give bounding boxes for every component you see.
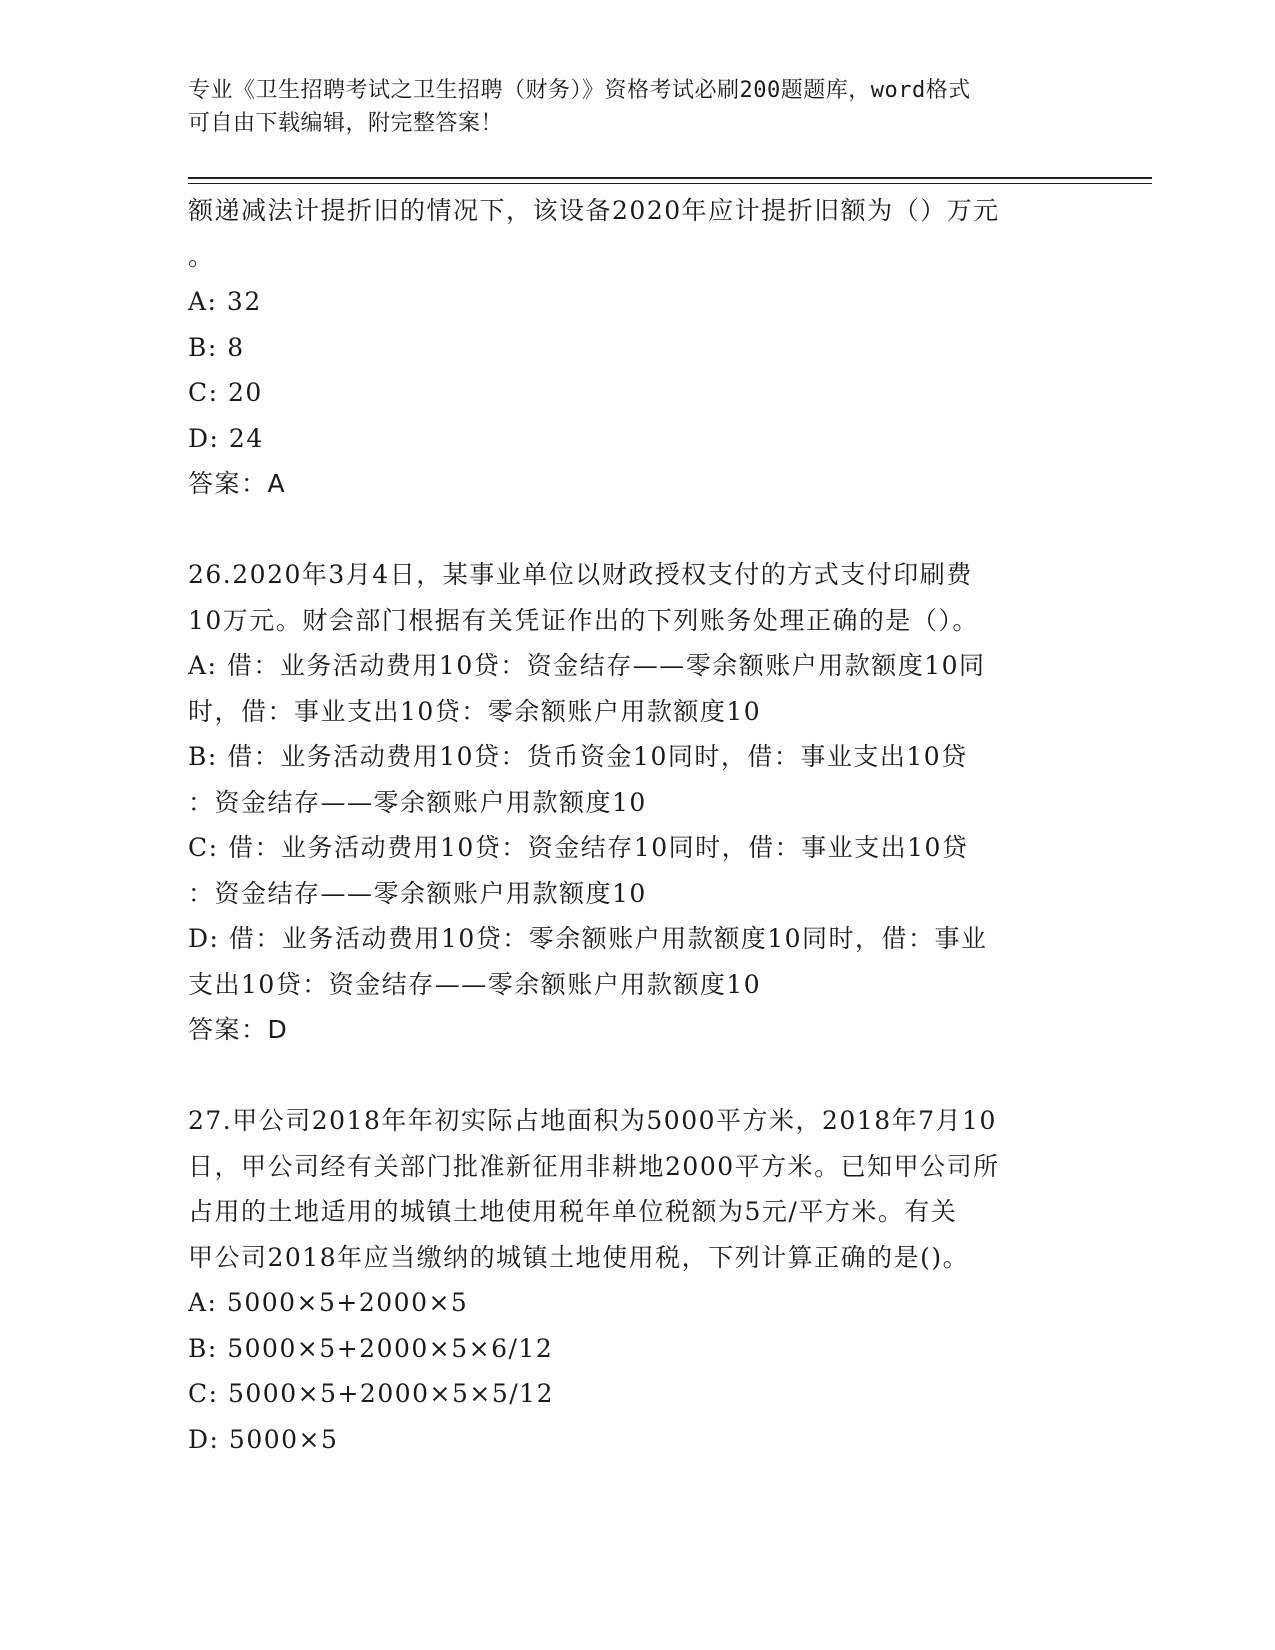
question-stem-line: 26.2020年3月4日，某事业单位以财政授权支付的方式支付印刷费 bbox=[188, 560, 973, 589]
option-d-continued: 支出10贷：资金结存——零余额账户用款额度10 bbox=[188, 969, 762, 999]
question-stem-line: 甲公司2018年应当缴纳的城镇土地使用税，下列计算正确的是()。 bbox=[188, 1242, 970, 1272]
question-25 bbox=[188, 188, 1088, 507]
option-c: C: 5000×5+2000×5×5/12 bbox=[188, 1379, 554, 1408]
option-b-continued: ：资金结存——零余额账户用款额度10 bbox=[188, 787, 647, 817]
question-content bbox=[188, 188, 1088, 1462]
option-d: D: 24 bbox=[188, 423, 264, 453]
answer-label: 答案：D bbox=[188, 1015, 289, 1044]
question-stem-line: 日，甲公司经有关部门批准新征用非耕地2000平方米。已知甲公司所 bbox=[188, 1151, 1000, 1181]
option-a-continued: 时，借：事业支出10贷：零余额账户用款额度10 bbox=[188, 696, 762, 726]
option-c-continued: ：资金结存——零余额账户用款额度10 bbox=[188, 878, 647, 908]
header-line-1: 专业《卫生招聘考试之卫生招聘（财务）》资格考试必刷200题题库，word格式 bbox=[188, 78, 971, 103]
question-stem-line: 10万元。财会部门根据有关凭证作出的下列账务处理正确的是（）。 bbox=[188, 605, 979, 635]
option-c: C: 借：业务活动费用10贷：资金结存10同时，借：事业支出10贷 bbox=[188, 833, 969, 862]
header-divider-thin bbox=[188, 183, 1152, 184]
question-spacer bbox=[188, 507, 1088, 553]
option-c: C: 20 bbox=[188, 378, 263, 407]
option-a: A: 借：业务活动费用10贷：资金结存——零余额账户用款额度10同 bbox=[188, 651, 986, 680]
question-27 bbox=[188, 1098, 1088, 1462]
option-a: A: 5000×5+2000×5 bbox=[188, 1288, 469, 1317]
question-stem-line: 额递减法计提折旧的情况下，该设备2020年应计提折旧额为（）万元 bbox=[188, 196, 1000, 225]
option-d: D: 5000×5 bbox=[188, 1424, 339, 1454]
question-spacer bbox=[188, 1053, 1088, 1099]
question-stem-line: 占用的土地适用的城镇土地使用税年单位税额为5元/平方米。有关 bbox=[188, 1197, 958, 1226]
question-stem-line: 27.甲公司2018年年初实际占地面积为5000平方米，2018年7月10 bbox=[188, 1106, 997, 1135]
answer-label: 答案：A bbox=[188, 469, 287, 498]
header-divider-thick bbox=[188, 177, 1152, 179]
document-header bbox=[188, 74, 1088, 140]
option-a: A: 32 bbox=[188, 287, 262, 316]
question-stem-line: 。 bbox=[188, 241, 215, 271]
option-b: B: 借：业务活动费用10贷：货币资金10同时，借：事业支出10贷 bbox=[188, 742, 968, 771]
option-b: B: 5000×5+2000×5×6/12 bbox=[188, 1333, 554, 1363]
option-b: B: 8 bbox=[188, 332, 245, 362]
option-d: D: 借：业务活动费用10贷：零余额账户用款额度10同时，借：事业 bbox=[188, 924, 988, 953]
header-line-2: 可自由下载编辑，附完整答案！ bbox=[188, 111, 504, 136]
question-26 bbox=[188, 552, 1088, 1053]
